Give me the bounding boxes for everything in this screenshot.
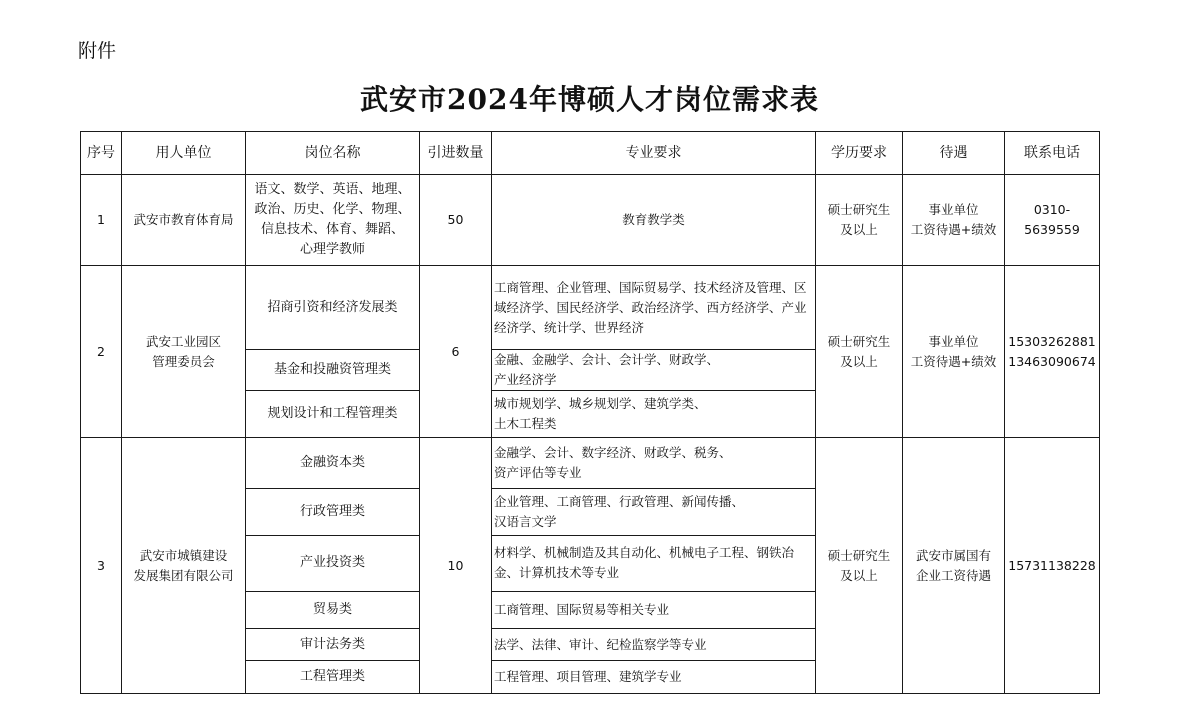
employer-unit: 武安工业园区 管理委员会 — [122, 266, 246, 438]
table-row — [81, 438, 1100, 489]
contact-phone: 15731138228 — [1005, 438, 1100, 694]
education-requirement: 硕士研究生 及以上 — [816, 266, 903, 438]
header-cell: 用人单位 — [122, 132, 246, 175]
major-requirement: 材料学、机械制造及其自动化、机械电子工程、钢铁冶金、计算机技术等专业 — [492, 535, 816, 592]
header-cell: 引进数量 — [420, 132, 492, 175]
requirements-table — [80, 131, 1100, 694]
header-cell: 专业要求 — [492, 132, 816, 175]
education-requirement: 硕士研究生 及以上 — [816, 438, 903, 694]
position-name: 基金和投融资管理类 — [246, 349, 420, 391]
hire-count: 50 — [420, 175, 492, 266]
position-name: 工程管理类 — [246, 661, 420, 694]
position-name: 审计法务类 — [246, 628, 420, 661]
row-number: 1 — [81, 175, 122, 266]
employer-unit: 武安市教育体育局 — [122, 175, 246, 266]
position-name: 行政管理类 — [246, 488, 420, 535]
header-cell: 联系电话 — [1005, 132, 1100, 175]
contact-phone: 15303262881 13463090674 — [1005, 266, 1100, 438]
table-row — [81, 175, 1100, 266]
header-row — [81, 132, 1100, 175]
page-title: 武安市2024年博硕人才岗位需求表 — [360, 83, 819, 116]
header-cell: 岗位名称 — [246, 132, 420, 175]
employer-unit: 武安市城镇建设 发展集团有限公司 — [122, 438, 246, 694]
hire-count: 10 — [420, 438, 492, 694]
position-name: 金融资本类 — [246, 438, 420, 489]
major-requirement: 法学、法律、审计、纪检监察学等专业 — [492, 628, 816, 661]
attachment-label: 附件 — [78, 40, 117, 62]
header-cell: 序号 — [81, 132, 122, 175]
table-row — [81, 266, 1100, 349]
position-name: 招商引资和经济发展类 — [246, 266, 420, 349]
header-cell: 学历要求 — [816, 132, 903, 175]
major-requirement: 金融、金融学、会计、会计学、财政学、 产业经济学 — [492, 349, 816, 391]
major-requirement: 城市规划学、城乡规划学、建筑学类、 土木工程类 — [492, 391, 816, 438]
position-name: 规划设计和工程管理类 — [246, 391, 420, 438]
contact-phone: 0310-5639559 — [1005, 175, 1100, 266]
major-requirement: 工商管理、企业管理、国际贸易学、技术经济及管理、区域经济学、国民经济学、政治经济学、西方经济学、产业经济学、统计学、世界经济 — [492, 266, 816, 349]
major-requirement: 工程管理、项目管理、建筑学专业 — [492, 661, 816, 694]
major-requirement: 企业管理、工商管理、行政管理、新闻传播、 汉语言文学 — [492, 488, 816, 535]
benefits: 事业单位 工资待遇+绩效 — [903, 175, 1005, 266]
position-name: 产业投资类 — [246, 535, 420, 592]
row-number: 2 — [81, 266, 122, 438]
position-name: 贸易类 — [246, 592, 420, 629]
hire-count: 6 — [420, 266, 492, 438]
header-cell: 待遇 — [903, 132, 1005, 175]
major-requirement: 金融学、会计、数字经济、财政学、税务、 资产评估等专业 — [492, 438, 816, 489]
position-name: 语文、数学、英语、地理、 政治、历史、化学、物理、 信息技术、体育、舞蹈、 心理学教师 — [246, 175, 420, 266]
major-requirement: 教育教学类 — [492, 175, 816, 266]
major-requirement: 工商管理、国际贸易等相关专业 — [492, 592, 816, 629]
benefits: 事业单位 工资待遇+绩效 — [903, 266, 1005, 438]
row-number: 3 — [81, 438, 122, 694]
education-requirement: 硕士研究生 及以上 — [816, 175, 903, 266]
benefits: 武安市属国有 企业工资待遇 — [903, 438, 1005, 694]
